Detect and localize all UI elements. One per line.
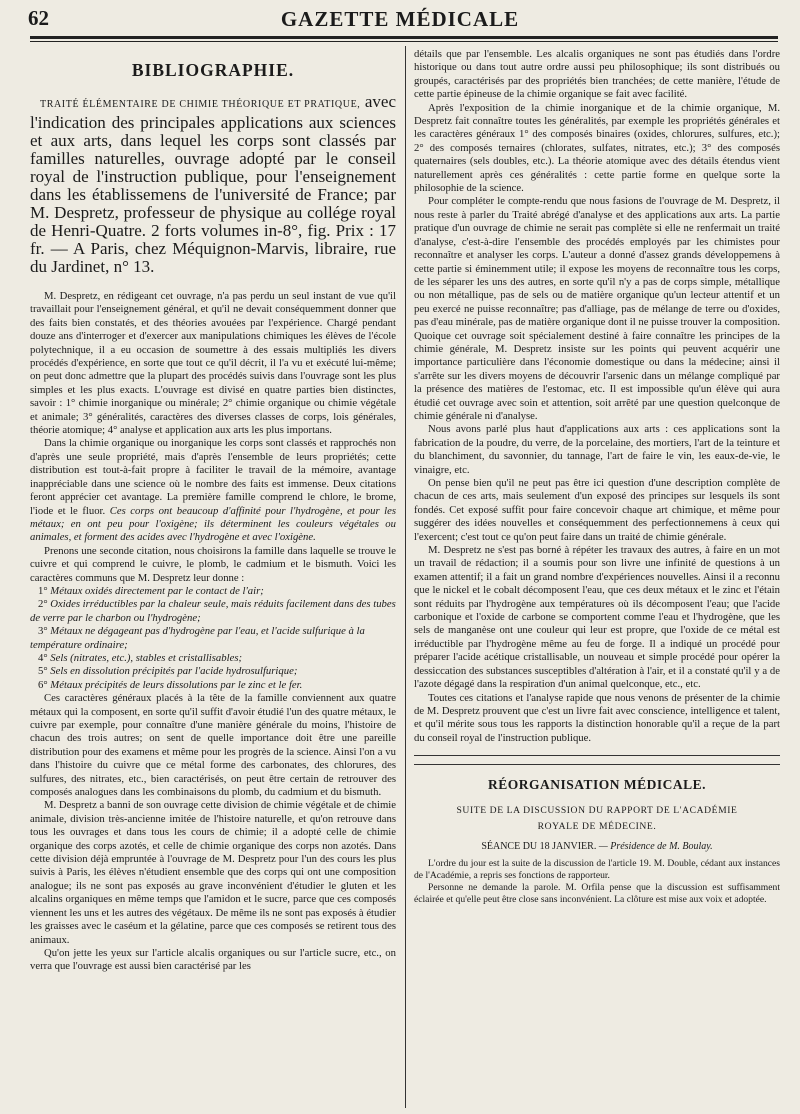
list-item <box>30 679 396 692</box>
list-number: 2° <box>38 598 48 611</box>
page-number: 62 <box>28 6 49 30</box>
list-item <box>30 625 396 652</box>
paragraph: Après l'exposition de la chimie inorganique et de la chimie organique, M. Despretz fait connaître toutes les généralités, par exemple les propriétés générales et les caractères généraux 1° des composés binaires (oxides, chlorures, sulfures, etc.); 2° des composés ternaires (chlorates, sulfates, nitrates, etc.); 3° des composés quaternaires (sels doubles, etc.). La théorie atomique avec des détails étendus vient naturellement après ces généralités : cette partie forme en quelque sorte la philosophie de la science. <box>414 101 780 195</box>
header-rule-thick <box>30 36 778 39</box>
right-column <box>414 48 780 1110</box>
paragraph: M. Despretz ne s'est pas borné à répéter les travaux des autres, à faire en un mot un travail de rédaction; il a soumis pour son livre une infinité de questions à un examen attentif; il a fait un grand nombre d'expériences nouvelles. Ainsi il a reconnu que le nickel et le cobalt décomposent l'eau, que ces deux métaux et le zinc et l'étain sont réduits par l'hydrogène aux températures où ils décomposent l'eau; que l'acide carbonique et l'oxide de carbone se comportent comme l'eau et l'hydrogène, que les sels de manganèse ont une couleur qui leur est propre, que l'oxide de ce métal est irréductible par l'hydrogène même au feu de forge. Il a indiqué un procédé pour préparer l'acide acétique cristallisable, un nouveau et simple procédé pour opérer la dessiccation des substances susceptibles d'altération à l'air, et il a constaté qu'il y a de l'azote dégagé dans la respiration d'un animal quelconque, etc., etc. <box>414 544 780 691</box>
seance-date: SÉANCE DU 18 JANVIER. <box>481 841 597 853</box>
paragraph: Toutes ces citations et l'analyse rapide que nous venons de présenter de la chimie de M. Despretz prouvent que c'est un livre fait avec conscience, intelligence et talent, et qu'il mérite sous tous les rapports la distinction honorable qu'il a reçue de la part du conseil royal de l'instruction publique. <box>414 691 780 744</box>
paragraph: Personne ne demande la parole. M. Orfila pense que la discussion est suffisamment éclairée et qu'elle peut être close sans inconvénient. La clôture est mise aux voix et adoptée. <box>414 881 780 905</box>
subtitle-line: SUITE DE LA DISCUSSION DU RAPPORT DE L'ACADÉMIE <box>456 805 738 817</box>
paragraph <box>30 437 396 544</box>
paragraph: détails que par l'ensemble. Les alcalis organiques ne sont pas étudiés dans l'ordre historique ou dans tout autre ordre aussi peu philosophique; ils sont distribués ou groupés, caractérisés par des propriétés bien tranchées; de cette manière, l'étude de cette partie épineuse de la chimie organique se fait avec facilité. <box>414 48 780 101</box>
paragraph: Ces caractères généraux placés à la tête de la famille conviennent aux quatre métaux qui la composent, en sorte qu'il suffit d'avoir étudié l'un des quatre métaux, le cuivre par exemple, pour connaître d'une manière générale du moins, l'histoire de chacun des trois autres; on sent de quelle importance doit être une pareille distribution pour des examens et même pour les progrès de la science. Ainsi l'on a vu dans l'histoire du cuivre que ce métal forme des carbonates, des chlorures, des sulfures, des nitrates, etc., bien caractérisés, on peut être certain de retrouver des composés analogues dans les combinaisons du plomb, du cadmium et du bismuth. <box>30 692 396 799</box>
list-text: Métaux précipités de leurs dissolutions par le zinc et le fer. <box>50 678 303 691</box>
list-text: Métaux oxidés directement par le contact de l'air; <box>50 584 264 597</box>
section-title-bibliographie: BIBLIOGRAPHIE. <box>131 60 295 80</box>
paragraph-text: Dans la chimie organique ou inorganique les corps sont classés et rapprochés non d'après une seule propriété, mais d'après l'ensemble de leurs propriétés; cette distribution est tout-à-fait propre à faciliter le travail de la mémoire, avantage inappréciable dans une science où le nombre des faits est immense. Deux citations feront apprécier cet avantage. La première famille comprend le chlore, le brome, l'iode et le fluor. <box>30 437 396 517</box>
seance-line <box>414 841 780 852</box>
list-text: Sels (nitrates, etc.), stables et cristallisables; <box>50 651 243 664</box>
italic-quote: Ces corps ont beaucoup d'affinité pour l'hydrogène, et pour les métaux; en ont peu pour l'oxigène; ils déterminent les couleurs végétales ou animales, et forment des acides avec l'hydrogène et avec l'oxigène. <box>30 504 396 544</box>
list-item <box>30 598 396 625</box>
paragraph: On pense bien qu'il ne peut pas être ici question d'une description complète de chacun de ces arts, mais seulement d'un exposé des principes sur lesquels ils sont fondés. Cet exposé suffit pour faire concevoir chaque art chimique, et même pour suggérer des idées nouvelles et conséquemment des perfectionnemens à ceux qui l'exercent; c'est tout ce qu'on peut faire dans un traité de chimie générale. <box>414 477 780 543</box>
paragraph: Nous avons parlé plus haut d'applications aux arts : ces applications sont la fabrication de la poudre, du verre, de la porcelaine, des mortiers, l'art de la teinture et du blanchiment, du savonnier, du tannage, l'art de faire le vin, les eaux-de-vie, le vinaigre, etc. <box>414 423 780 476</box>
list-item <box>30 665 396 678</box>
section-divider <box>414 755 780 756</box>
book-title-caps: TRAITÉ ÉLÉMENTAIRE DE CHIMIE THÉORIQUE ET PRATIQUE, <box>40 99 361 110</box>
list-text: Oxides irréductibles par la chaleur seule, mais réduits facilement dans des tubes de verre par le charbon ou l'hydrogène; <box>30 598 396 624</box>
paragraph: Pour compléter le compte-rendu que nous fasions de l'ouvrage de M. Despretz, il nous reste à parler du Traité abrégé d'analyse et des applications aux arts. La partie pratique d'un ouvrage de chimie ne serait pas complète si elle ne renfermait un traité d'analyse, c'est-à-dire l'ensemble des procédés employés par les chimistes pour reconnaître et analyser les corps. L'auteur a donné d'assez grands développemens à cette partie si éminemment utile; il expose les moyens de reconnaître tous les corps, de les séparer les uns des autres, en sorte qu'il n'y a pas de corps simple, métallique ou non métallique, pas de sels ou de matière organique qu'un lecteur attentif et un peu exercé ne puisse reconnaître; pas d'alliage, pas de mélange de terre ou d'oxides, pas d'eau minérale, pas de matière organique dont il ne puisse trouver la composition. Quoique cet ouvrage soit spécialement destiné à faire connaître les principes de la chimie générale, M. Despretz insiste sur les points qui peuvent acquérir une importance particulière dans l'économie domestique ou dans la médecine; ainsi il s'arrête sur les divers moyens de découvrir l'arsenic dans un mélange compliqué par la présence des matières de l'estomac, etc. Il est impossible qu'un élève qui aura étudié cet ouvrage avec soin et attention, soit arrêté par une question quelconque de chimie générale ni d'analyse. <box>414 195 780 422</box>
list-number: 1° <box>38 584 48 597</box>
list-number: 3° <box>38 625 48 638</box>
list-text: Métaux ne dégageant pas d'hydrogène par l'eau, et l'acide sulfurique à la température ordinaire; <box>30 625 365 651</box>
column-divider <box>405 46 406 1108</box>
list-text: Sels en dissolution précipités par l'acide hydrosulfurique; <box>50 665 298 678</box>
list-number: 5° <box>38 665 48 678</box>
list-item <box>30 585 396 598</box>
section-subtitle <box>414 803 780 835</box>
list-number: 6° <box>38 678 48 691</box>
seance-presidence: — Présidence de M. Boulay. <box>598 841 713 853</box>
paragraph: Qu'on jette les yeux sur l'article alcalis organiques ou sur l'article sucre, etc., on verra que l'ouvrage est aussi bien caractérisé par les <box>30 946 396 973</box>
subtitle-line: ROYALE DE MÉDECINE. <box>537 821 657 833</box>
book-title <box>30 93 396 276</box>
paragraph: M. Despretz a banni de son ouvrage cette division de chimie végétale et de chimie animale, division très-ancienne imitée de l'histoire naturelle, et qu'on retrouve dans tous les ouvrages et dans tous les cours de chimie; il a adopté celle de chimie organique des corps azotés, et celle de chimie organique des corps non azotés. Dans cette division déjà empruntée à l'ouvrage de M. Despretz pour l'un des cours les plus suivis à Paris, les élèves n'étudient ensemble que des corps qui ont une composition analogue; ils ne sont pas exposés au grave inconvénient d'étudier le gluten et les alcalins organiques en même temps que l'amidon et le sucre, parce que ces composés viennent les uns et les autres des végétaux. De même ils ne sont pas exposés à étudier les graisses avec le caséum et la gélatine, parce que ces composés se retirent tous des animaux. <box>30 799 396 946</box>
header-rule-thin <box>30 41 778 42</box>
paragraph: L'ordre du jour est la suite de la discussion de l'article 19. M. Double, cédant aux instances de l'Académie, a repris ses fonctions de rapporteur. <box>414 858 780 881</box>
paragraph: Prenons une seconde citation, nous choisirons la famille dans laquelle se trouve le cuivre et qui comprend le cuivre, le plomb, le cadmium et le bismuth. Voici les caractères communs que M. Despretz leur donne : <box>30 544 396 584</box>
left-column <box>30 48 396 1110</box>
section-title-reorganisation: RÉORGANISATION MÉDICALE. <box>487 777 707 793</box>
list-number: 4° <box>38 651 48 664</box>
list-item <box>30 652 396 665</box>
book-title-rest: avec l'indication des principales applications aux sciences et aux arts, dans lequel les corps sont classés par familles naturelles, ouvrage adopté par le conseil royal de l'instruction publique, pour l'enseignement dans les établissemens de l'université de France; par M. Despretz, professeur de physique au collége royal de Henri-Quatre. 2 forts volumes in-8°, fig. Prix : 17 fr. — A Paris, chez Méquignon-Marvis, libraire, rue du Jardinet, n° 13. <box>30 92 396 276</box>
section-divider <box>414 764 780 765</box>
journal-title: GAZETTE MÉDICALE <box>280 7 520 31</box>
paragraph: M. Despretz, en rédigeant cet ouvrage, n'a pas perdu un seul instant de vue qu'il travaillait pour l'enseignement général, et qu'il ne devait conséquemment donner que des faits bien constatés, et des théories avouées par l'expérience. Chargé pendant douze ans d'interroger et d'exercer aux manipulations chimiques les élèves de l'école polytechnique, il a eu occasion de soumettre à des essais multipliés les divers procédés d'expérience, en sorte que tout ce qu'il décrit, il l'a vu et exécuté lui-même; on peut donc admettre que la plupart des procédés suivis dans l'ouvrage sont les plus simples et les plus exacts. L'ouvrage est divisé en quatre parties bien distinctes, savoir : 1° chimie inorganique ou minérale; 2° chimie organique ou chimie végétale et animale; 3° généralités, caractères des diverses classes de corps, lois générales, théorie atomique; 4° analyse et application aux arts les plus importans. <box>30 290 396 437</box>
